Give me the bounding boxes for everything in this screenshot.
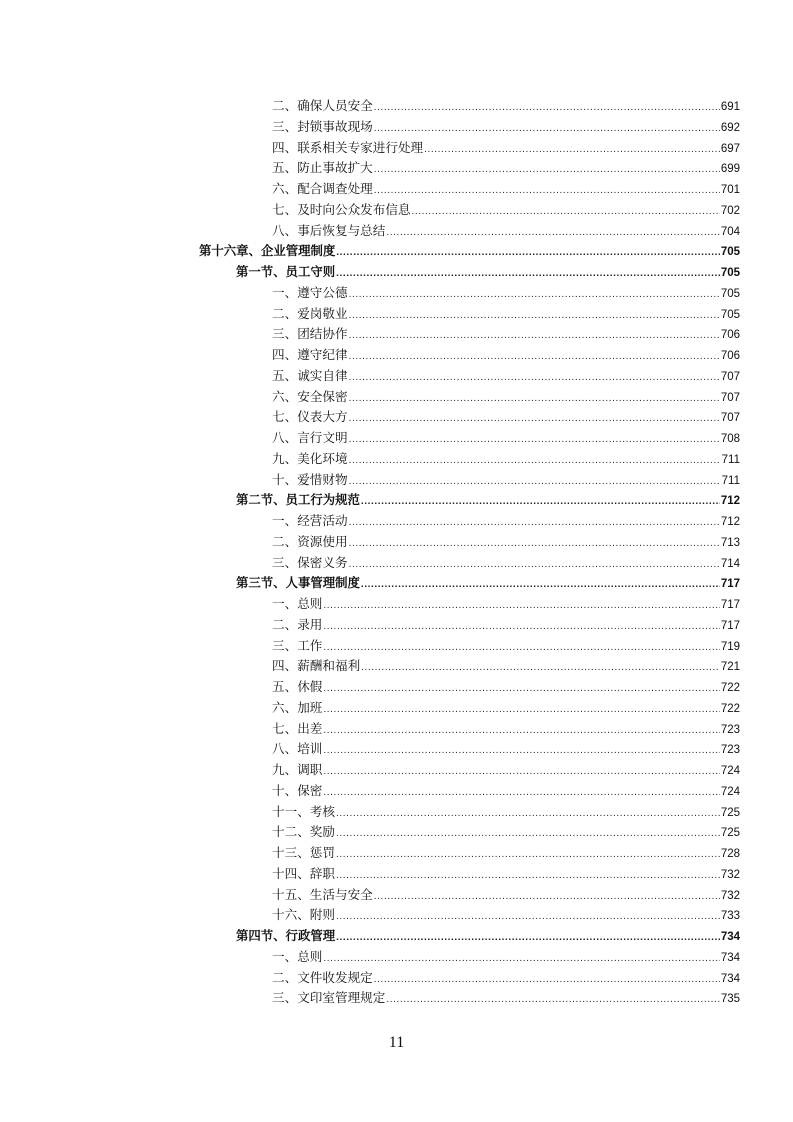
dot-leader: [336, 907, 720, 928]
toc-item-entry[interactable]: [199, 760, 740, 781]
dot-leader: [349, 326, 720, 347]
toc-entry-title: 三、工作: [272, 637, 323, 653]
dot-leader: [323, 741, 719, 762]
toc-entry-page: 707: [720, 391, 740, 404]
toc-item-entry[interactable]: [199, 636, 740, 657]
toc-item-entry[interactable]: [199, 221, 740, 242]
toc-entry-title: 二、确保人员安全: [272, 98, 373, 113]
toc-entry-page: 705: [720, 287, 740, 300]
toc-entry-title: 六、安全保密: [272, 388, 348, 404]
toc-entry-page: 722: [720, 702, 740, 715]
toc-item-entry[interactable]: [199, 283, 740, 304]
dot-leader: [323, 617, 719, 638]
toc-entry-title: 第三节、人事管理制度: [236, 575, 360, 591]
toc-item-entry[interactable]: [199, 656, 740, 677]
toc-entry-title: 五、防止事故扩大: [272, 160, 373, 176]
dot-leader: [374, 887, 720, 908]
toc-entry-page: 734: [720, 951, 740, 964]
toc-section-entry[interactable]: [199, 926, 740, 947]
toc-item-entry[interactable]: [199, 345, 740, 366]
dot-leader: [349, 430, 720, 451]
toc-entry-title: 五、休假: [272, 679, 323, 694]
dot-leader: [412, 202, 720, 223]
toc-entry-page: 717: [720, 599, 740, 611]
dot-leader: [424, 140, 720, 161]
toc-entry-title: 九、美化环境: [272, 450, 348, 466]
toc-section-entry[interactable]: [199, 573, 740, 594]
toc-entry-title: 三、保密义务: [272, 554, 348, 570]
toc-item-entry[interactable]: [199, 615, 740, 636]
toc-item-entry[interactable]: [199, 594, 740, 615]
dot-leader: [386, 223, 719, 244]
toc-entry-title: 六、加班: [272, 699, 323, 715]
toc-entry-page: 714: [720, 557, 740, 570]
toc-entry-page: 708: [720, 433, 740, 445]
toc-entry-page: 725: [720, 806, 740, 819]
toc-item-entry[interactable]: [199, 781, 740, 802]
toc-entry-page: 692: [720, 121, 740, 134]
toc-section-entry[interactable]: [199, 262, 740, 283]
toc-entry-title: 第二节、员工行为规范: [236, 492, 360, 508]
toc-entry-title: 十四、辞职: [272, 865, 335, 881]
toc-item-entry[interactable]: [199, 158, 740, 179]
toc-item-entry[interactable]: [199, 677, 740, 698]
toc-entry-title: 二、资源使用: [272, 533, 348, 549]
toc-entry-title: 八、言行文明: [272, 430, 348, 445]
toc-entry-page: 732: [720, 868, 740, 881]
dot-leader: [323, 596, 719, 617]
dot-leader: [323, 638, 719, 659]
toc-entry-title: 十五、生活与安全: [272, 886, 373, 902]
toc-entry-page: 706: [720, 329, 740, 342]
dot-leader: [349, 513, 720, 534]
dot-leader: [349, 409, 720, 430]
toc-entry-title: 四、联系相关专家进行处理: [272, 139, 424, 155]
toc-entry-page: 722: [720, 682, 740, 694]
toc-item-entry[interactable]: [199, 739, 740, 760]
toc-item-entry[interactable]: [199, 200, 740, 221]
dot-leader: [349, 347, 720, 368]
toc-item-entry[interactable]: [199, 988, 740, 1009]
toc-entry-page: 723: [720, 744, 740, 757]
dot-leader: [361, 575, 720, 596]
toc-entry-page: 717: [720, 578, 740, 591]
toc-entry-page: 697: [720, 142, 740, 155]
toc-entry-page: 733: [720, 910, 740, 923]
toc-entry-title: 一、遵守公德: [272, 284, 348, 300]
toc-entry-title: 第一节、员工守则: [236, 264, 336, 279]
toc-entry-page: 707: [720, 370, 740, 383]
toc-entry-title: 一、总则: [272, 948, 323, 964]
toc-entry-title: 二、录用: [272, 616, 323, 632]
dot-leader: [374, 970, 720, 991]
dot-leader: [361, 492, 720, 513]
toc-item-entry[interactable]: [199, 698, 740, 719]
toc-entry-page: 711: [721, 453, 740, 466]
toc-item-entry[interactable]: [199, 843, 740, 864]
toc-entry-page: 691: [720, 101, 740, 113]
toc-entry-title: 三、文印室管理规定: [272, 990, 386, 1006]
toc-item-entry[interactable]: [199, 324, 740, 345]
dot-leader: [336, 824, 720, 845]
toc-item-entry[interactable]: [199, 532, 740, 553]
toc-entry-page: 717: [720, 619, 740, 632]
toc-item-entry[interactable]: [199, 304, 740, 325]
toc-item-entry[interactable]: [199, 553, 740, 574]
dot-leader: [336, 866, 720, 887]
toc-entry-title: 四、薪酬和福利: [272, 658, 361, 674]
dot-leader: [361, 658, 720, 679]
toc-entry-title: 三、封锁事故现场: [272, 118, 373, 134]
toc-entry-page: 721: [720, 661, 740, 674]
toc-entry-title: 三、团结协作: [272, 326, 348, 342]
toc-entry-title: 十、爱惜财物: [272, 471, 348, 487]
toc-entry-page: 724: [720, 765, 740, 777]
toc-item-entry[interactable]: [199, 885, 740, 906]
dot-leader: [336, 264, 720, 285]
dot-leader: [349, 389, 720, 410]
toc-item-entry[interactable]: [199, 428, 740, 449]
dot-leader: [323, 700, 719, 721]
dot-leader: [336, 845, 720, 866]
toc-entry-page: 702: [720, 204, 740, 217]
toc-entry-page: 711: [721, 474, 740, 487]
toc-item-entry[interactable]: [199, 968, 740, 989]
toc-entry-page: 713: [720, 536, 740, 549]
toc-item-entry[interactable]: [199, 905, 740, 926]
dot-leader: [374, 119, 720, 140]
toc-entry-page: 734: [720, 972, 740, 985]
dot-leader: [336, 243, 720, 264]
toc-entry-page: 712: [720, 516, 740, 528]
toc-entry-page: 732: [720, 889, 740, 902]
toc-entry-title: 第十六章、企业管理制度: [199, 243, 336, 259]
toc-item-entry[interactable]: [199, 96, 740, 117]
toc-item-entry[interactable]: [199, 822, 740, 843]
dot-leader: [323, 762, 719, 783]
toc-item-entry[interactable]: [199, 407, 740, 428]
toc-entry-title: 第四节、行政管理: [236, 928, 336, 943]
toc-entry-title: 一、总则: [272, 596, 323, 611]
table-of-contents: [199, 96, 740, 1009]
toc-entry-title: 一、经营活动: [272, 513, 348, 528]
toc-item-entry[interactable]: [199, 387, 740, 408]
toc-entry-page: 705: [720, 267, 740, 279]
toc-item-entry[interactable]: [199, 117, 740, 138]
toc-item-entry[interactable]: [199, 179, 740, 200]
toc-entry-title: 九、调职: [272, 762, 323, 777]
toc-entry-title: 八、事后恢复与总结: [272, 222, 386, 238]
toc-entry-title: 十二、奖励: [272, 824, 335, 840]
toc-entry-page: 704: [720, 225, 740, 238]
toc-item-entry[interactable]: [199, 470, 740, 491]
dot-leader: [323, 783, 719, 804]
toc-entry-page: 707: [720, 412, 740, 425]
dot-leader: [336, 804, 720, 825]
dot-leader: [349, 285, 720, 306]
toc-entry-title: 十三、惩罚: [272, 845, 335, 860]
toc-entry-title: 十六、附则: [272, 907, 335, 923]
toc-entry-title: 五、诚实自律: [272, 367, 348, 383]
toc-item-entry[interactable]: [199, 947, 740, 968]
toc-item-entry[interactable]: [199, 719, 740, 740]
toc-item-entry[interactable]: [199, 802, 740, 823]
dot-leader: [349, 306, 720, 327]
toc-chapter-entry[interactable]: [199, 241, 740, 262]
toc-entry-page: 725: [720, 827, 740, 840]
toc-entry-title: 七、仪表大方: [272, 409, 348, 425]
toc-entry-title: 十一、考核: [272, 803, 335, 819]
toc-item-entry[interactable]: [199, 864, 740, 885]
toc-entry-page: 735: [720, 993, 740, 1006]
toc-entry-page: 712: [720, 495, 740, 508]
toc-entry-page: 723: [720, 723, 740, 736]
toc-item-entry[interactable]: [199, 138, 740, 159]
toc-entry-title: 八、培训: [272, 741, 323, 757]
toc-entry-page: 724: [720, 785, 740, 798]
dot-leader: [323, 949, 719, 970]
toc-entry-page: 699: [720, 163, 740, 176]
dot-leader: [374, 160, 720, 181]
toc-entry-title: 七、及时向公众发布信息: [272, 201, 411, 217]
toc-section-entry[interactable]: [199, 490, 740, 511]
toc-entry-page: 705: [720, 246, 740, 259]
dot-leader: [349, 451, 721, 472]
toc-entry-title: 六、配合调查处理: [272, 181, 373, 196]
toc-entry-page: 719: [720, 640, 740, 653]
dot-leader: [374, 181, 720, 202]
dot-leader: [386, 990, 719, 1011]
dot-leader: [323, 679, 719, 700]
dot-leader: [349, 472, 721, 493]
dot-leader: [323, 721, 719, 742]
dot-leader: [336, 928, 720, 949]
toc-item-entry[interactable]: [199, 449, 740, 470]
toc-entry-page: 734: [720, 931, 740, 943]
toc-entry-title: 十、保密: [272, 782, 323, 798]
dot-leader: [349, 368, 720, 389]
toc-entry-title: 七、出差: [272, 720, 323, 736]
page-number: 11: [388, 1034, 405, 1051]
toc-item-entry[interactable]: [199, 511, 740, 532]
toc-entry-page: 705: [720, 308, 740, 321]
toc-entry-title: 二、爱岗敬业: [272, 305, 348, 321]
toc-entry-page: 728: [720, 848, 740, 860]
dot-leader: [349, 555, 720, 576]
toc-entry-title: 四、遵守纪律: [272, 347, 348, 362]
dot-leader: [349, 534, 720, 555]
toc-entry-page: 706: [720, 350, 740, 362]
toc-entry-title: 二、文件收发规定: [272, 969, 373, 985]
toc-entry-page: 701: [720, 184, 740, 196]
dot-leader: [374, 98, 720, 119]
toc-item-entry[interactable]: [199, 366, 740, 387]
